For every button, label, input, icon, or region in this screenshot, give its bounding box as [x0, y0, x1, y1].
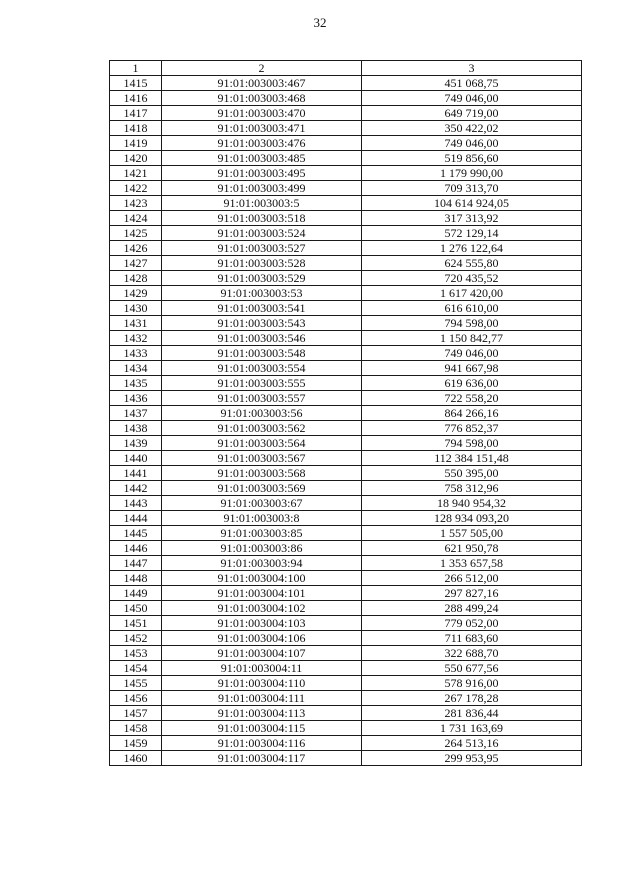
cadastral-number-cell: 91:01:003004:110: [162, 676, 362, 691]
row-number-cell: 1415: [110, 76, 162, 91]
row-number-cell: 1429: [110, 286, 162, 301]
cadastral-number-cell: 91:01:003003:529: [162, 271, 362, 286]
cadastral-number-cell: 91:01:003003:468: [162, 91, 362, 106]
table-row: [110, 601, 582, 616]
table-row: [110, 661, 582, 676]
value-cell: 519 856,60: [362, 151, 582, 166]
table-row: [110, 676, 582, 691]
table-row: [110, 271, 582, 286]
value-cell: 779 052,00: [362, 616, 582, 631]
cadastral-number-cell: 91:01:003003:524: [162, 226, 362, 241]
cadastral-number-cell: 91:01:003003:499: [162, 181, 362, 196]
row-number-cell: 1430: [110, 301, 162, 316]
value-cell: 266 512,00: [362, 571, 582, 586]
value-cell: 1 179 990,00: [362, 166, 582, 181]
row-number-cell: 1425: [110, 226, 162, 241]
table-row: [110, 736, 582, 751]
cadastral-number-cell: 91:01:003003:568: [162, 466, 362, 481]
cadastral-number-cell: 91:01:003004:111: [162, 691, 362, 706]
table-row: [110, 466, 582, 481]
table-row: [110, 241, 582, 256]
table-row: [110, 121, 582, 136]
cadastral-number-cell: 91:01:003003:467: [162, 76, 362, 91]
row-number-cell: 1444: [110, 511, 162, 526]
table-row: [110, 571, 582, 586]
column-header-1: 1: [110, 61, 162, 76]
value-cell: 18 940 954,32: [362, 496, 582, 511]
table-row: [110, 406, 582, 421]
cadastral-number-cell: 91:01:003003:94: [162, 556, 362, 571]
cadastral-number-cell: 91:01:003004:117: [162, 751, 362, 766]
table-row: [110, 376, 582, 391]
table-row: [110, 151, 582, 166]
cadastral-number-cell: 91:01:003003:85: [162, 526, 362, 541]
value-cell: 1 276 122,64: [362, 241, 582, 256]
value-cell: 264 513,16: [362, 736, 582, 751]
table-row: [110, 196, 582, 211]
table-row: [110, 526, 582, 541]
column-header-2: 2: [162, 61, 362, 76]
value-cell: 776 852,37: [362, 421, 582, 436]
value-cell: 281 836,44: [362, 706, 582, 721]
table-row: [110, 256, 582, 271]
row-number-cell: 1439: [110, 436, 162, 451]
row-number-cell: 1441: [110, 466, 162, 481]
table-row: [110, 91, 582, 106]
row-number-cell: 1460: [110, 751, 162, 766]
cadastral-number-cell: 91:01:003003:470: [162, 106, 362, 121]
cadastral-number-cell: 91:01:003003:485: [162, 151, 362, 166]
value-cell: 1 557 505,00: [362, 526, 582, 541]
cadastral-number-cell: 91:01:003003:569: [162, 481, 362, 496]
cadastral-number-cell: 91:01:003003:562: [162, 421, 362, 436]
cadastral-number-cell: 91:01:003003:567: [162, 451, 362, 466]
row-number-cell: 1445: [110, 526, 162, 541]
row-number-cell: 1417: [110, 106, 162, 121]
row-number-cell: 1452: [110, 631, 162, 646]
row-number-cell: 1446: [110, 541, 162, 556]
value-cell: 550 677,56: [362, 661, 582, 676]
cadastral-number-cell: 91:01:003003:546: [162, 331, 362, 346]
table-row: [110, 136, 582, 151]
value-cell: 616 610,00: [362, 301, 582, 316]
table-row: [110, 316, 582, 331]
row-number-cell: 1457: [110, 706, 162, 721]
row-number-cell: 1428: [110, 271, 162, 286]
row-number-cell: 1436: [110, 391, 162, 406]
value-cell: 451 068,75: [362, 76, 582, 91]
value-cell: 1 731 163,69: [362, 721, 582, 736]
table-row: [110, 166, 582, 181]
row-number-cell: 1416: [110, 91, 162, 106]
value-cell: 128 934 093,20: [362, 511, 582, 526]
table-row: [110, 346, 582, 361]
cadastral-number-cell: 91:01:003003:86: [162, 541, 362, 556]
table-body: [110, 76, 582, 766]
row-number-cell: 1451: [110, 616, 162, 631]
value-cell: 864 266,16: [362, 406, 582, 421]
table-row: [110, 301, 582, 316]
value-cell: 749 046,00: [362, 136, 582, 151]
value-cell: 267 178,28: [362, 691, 582, 706]
cadastral-number-cell: 91:01:003004:101: [162, 586, 362, 601]
row-number-cell: 1459: [110, 736, 162, 751]
value-cell: 1 150 842,77: [362, 331, 582, 346]
cadastral-number-cell: 91:01:003004:106: [162, 631, 362, 646]
table-row: [110, 286, 582, 301]
table-row: [110, 706, 582, 721]
value-cell: 1 617 420,00: [362, 286, 582, 301]
table-row: [110, 76, 582, 91]
cadastral-number-cell: 91:01:003003:53: [162, 286, 362, 301]
table-row: [110, 496, 582, 511]
table-row: [110, 631, 582, 646]
value-cell: 758 312,96: [362, 481, 582, 496]
cadastral-number-cell: 91:01:003003:564: [162, 436, 362, 451]
row-number-cell: 1424: [110, 211, 162, 226]
row-number-cell: 1422: [110, 181, 162, 196]
table-row: [110, 586, 582, 601]
cadastral-number-cell: 91:01:003004:116: [162, 736, 362, 751]
value-cell: 112 384 151,48: [362, 451, 582, 466]
cadastral-number-cell: 91:01:003003:8: [162, 511, 362, 526]
table-row: [110, 226, 582, 241]
cadastral-number-cell: 91:01:003003:554: [162, 361, 362, 376]
table-row: [110, 361, 582, 376]
value-cell: 1 353 657,58: [362, 556, 582, 571]
cadastral-number-cell: 91:01:003004:115: [162, 721, 362, 736]
value-cell: 794 598,00: [362, 316, 582, 331]
row-number-cell: 1431: [110, 316, 162, 331]
value-cell: 711 683,60: [362, 631, 582, 646]
table-row: [110, 691, 582, 706]
value-cell: 619 636,00: [362, 376, 582, 391]
value-cell: 322 688,70: [362, 646, 582, 661]
cadastral-number-cell: 91:01:003003:541: [162, 301, 362, 316]
value-cell: 572 129,14: [362, 226, 582, 241]
row-number-cell: 1427: [110, 256, 162, 271]
row-number-cell: 1455: [110, 676, 162, 691]
row-number-cell: 1418: [110, 121, 162, 136]
table-row: [110, 211, 582, 226]
cadastral-number-cell: 91:01:003004:107: [162, 646, 362, 661]
value-cell: 720 435,52: [362, 271, 582, 286]
column-header-3: 3: [362, 61, 582, 76]
row-number-cell: 1419: [110, 136, 162, 151]
row-number-cell: 1442: [110, 481, 162, 496]
row-number-cell: 1447: [110, 556, 162, 571]
value-cell: 709 313,70: [362, 181, 582, 196]
value-cell: 624 555,80: [362, 256, 582, 271]
row-number-cell: 1449: [110, 586, 162, 601]
value-cell: 317 313,92: [362, 211, 582, 226]
value-cell: 578 916,00: [362, 676, 582, 691]
cadastral-number-cell: 91:01:003003:471: [162, 121, 362, 136]
table-row: [110, 646, 582, 661]
table-row: [110, 391, 582, 406]
value-cell: 749 046,00: [362, 346, 582, 361]
cadastral-number-cell: 91:01:003003:555: [162, 376, 362, 391]
value-cell: 621 950,78: [362, 541, 582, 556]
cadastral-number-cell: 91:01:003003:56: [162, 406, 362, 421]
table-row: [110, 751, 582, 766]
table-row: [110, 541, 582, 556]
row-number-cell: 1434: [110, 361, 162, 376]
header-row: [110, 61, 582, 76]
row-number-cell: 1458: [110, 721, 162, 736]
cadastral-number-cell: 91:01:003003:495: [162, 166, 362, 181]
row-number-cell: 1432: [110, 331, 162, 346]
page-number: 32: [313, 15, 327, 30]
row-number-cell: 1443: [110, 496, 162, 511]
row-number-cell: 1435: [110, 376, 162, 391]
cadastral-number-cell: 91:01:003004:100: [162, 571, 362, 586]
value-cell: 649 719,00: [362, 106, 582, 121]
row-number-cell: 1440: [110, 451, 162, 466]
cadastral-number-cell: 91:01:003003:518: [162, 211, 362, 226]
cadastral-number-cell: 91:01:003003:5: [162, 196, 362, 211]
value-cell: 104 614 924,05: [362, 196, 582, 211]
value-cell: 299 953,95: [362, 751, 582, 766]
row-number-cell: 1421: [110, 166, 162, 181]
row-number-cell: 1426: [110, 241, 162, 256]
value-cell: 941 667,98: [362, 361, 582, 376]
value-cell: 722 558,20: [362, 391, 582, 406]
row-number-cell: 1423: [110, 196, 162, 211]
value-cell: 288 499,24: [362, 601, 582, 616]
value-cell: 794 598,00: [362, 436, 582, 451]
table-header: [110, 61, 582, 76]
row-number-cell: 1437: [110, 406, 162, 421]
value-cell: 749 046,00: [362, 91, 582, 106]
table-row: [110, 481, 582, 496]
cadastral-number-cell: 91:01:003003:528: [162, 256, 362, 271]
table-row: [110, 421, 582, 436]
cadastral-number-cell: 91:01:003004:11: [162, 661, 362, 676]
cadastral-number-cell: 91:01:003003:543: [162, 316, 362, 331]
cadastral-number-cell: 91:01:003004:102: [162, 601, 362, 616]
cadastral-number-cell: 91:01:003003:67: [162, 496, 362, 511]
cadastral-number-cell: 91:01:003004:103: [162, 616, 362, 631]
table-row: [110, 451, 582, 466]
cadastral-number-cell: 91:01:003004:113: [162, 706, 362, 721]
table-row: [110, 556, 582, 571]
cadastral-value-table: [109, 60, 582, 766]
table-row: [110, 436, 582, 451]
row-number-cell: 1433: [110, 346, 162, 361]
row-number-cell: 1453: [110, 646, 162, 661]
table-row: [110, 181, 582, 196]
row-number-cell: 1456: [110, 691, 162, 706]
value-cell: 297 827,16: [362, 586, 582, 601]
value-cell: 350 422,02: [362, 121, 582, 136]
value-cell: 550 395,00: [362, 466, 582, 481]
table-row: [110, 511, 582, 526]
cadastral-number-cell: 91:01:003003:548: [162, 346, 362, 361]
row-number-cell: 1450: [110, 601, 162, 616]
row-number-cell: 1420: [110, 151, 162, 166]
table-row: [110, 106, 582, 121]
cadastral-number-cell: 91:01:003003:476: [162, 136, 362, 151]
row-number-cell: 1454: [110, 661, 162, 676]
row-number-cell: 1438: [110, 421, 162, 436]
row-number-cell: 1448: [110, 571, 162, 586]
cadastral-number-cell: 91:01:003003:527: [162, 241, 362, 256]
cadastral-number-cell: 91:01:003003:557: [162, 391, 362, 406]
table-row: [110, 616, 582, 631]
table-row: [110, 721, 582, 736]
table-row: [110, 331, 582, 346]
